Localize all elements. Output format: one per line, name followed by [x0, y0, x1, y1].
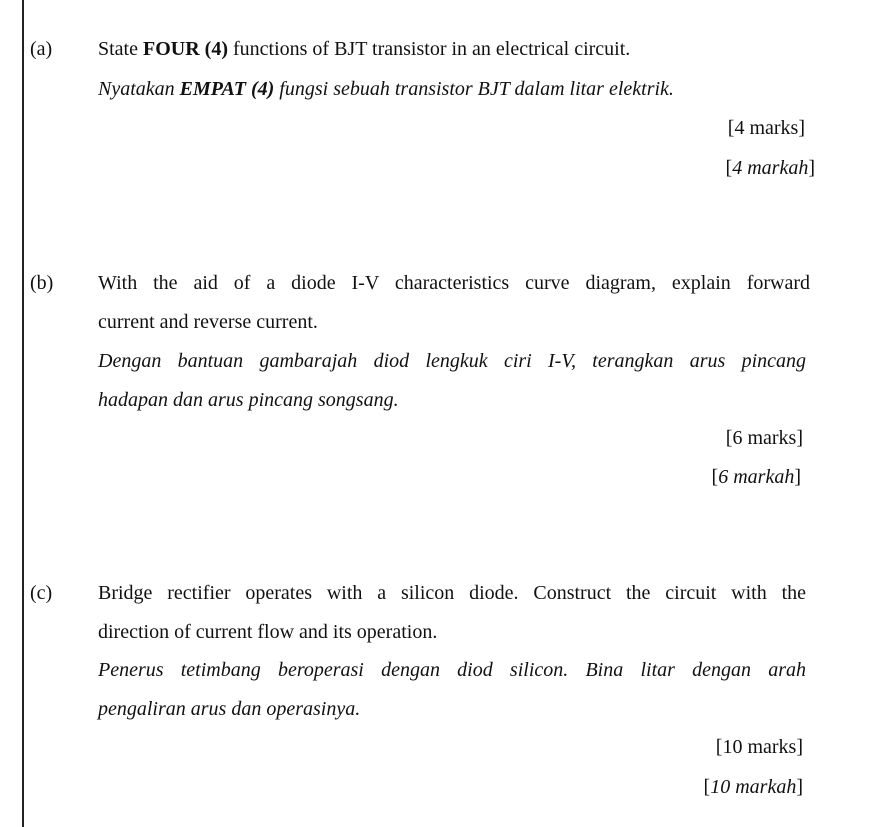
question-a-malay: [98, 77, 674, 101]
question-c-label: (c): [30, 582, 53, 604]
question-c-marks: [10 marks]: [715, 736, 803, 758]
question-a-marks: [4 marks]: [727, 117, 805, 139]
question-a-markah: [726, 156, 815, 180]
question-a-label: (a): [30, 38, 53, 60]
question-c-malay-line1: Penerus tetimbang beroperasi dengan diod silicon. Bina litar dengan arah: [98, 659, 806, 681]
question-b-malay-line1: Dengan bantuan gambarajah diod lengkuk ciri I-V, terangkan arus pincang: [98, 350, 806, 372]
question-a-markah-open: [: [725, 157, 733, 179]
question-b-markah-close: ]: [794, 466, 801, 488]
question-c-markah-close: ]: [796, 776, 803, 798]
question-b-label: (b): [30, 272, 54, 294]
question-b-english-line1: With the aid of a diode I-V characteristics curve diagram, explain forward: [98, 272, 810, 294]
question-b-markah-open: [: [711, 466, 719, 488]
question-a-malay-after: fungsi sebuah transistor BJT dalam litar elektrik.: [274, 78, 674, 100]
question-c-markah-open: [: [703, 776, 711, 798]
question-b-malay-line2: hadapan dan arus pincang songsang.: [98, 389, 399, 411]
question-b-english-line2: current and reverse current.: [98, 311, 318, 333]
question-c-english-line2: direction of current flow and its operation.: [98, 621, 438, 643]
question-a-english-bold: FOUR (4): [143, 38, 228, 60]
question-a-markah-close: ]: [808, 157, 815, 179]
question-b-markah: [712, 465, 801, 489]
question-b-markah-italic: 6 markah: [718, 466, 795, 488]
question-c-english-line1: Bridge rectifier operates with a silicon diode. Construct the circuit with the: [98, 582, 806, 604]
question-c-malay-line2: pengaliran arus dan operasinya.: [98, 698, 361, 720]
question-c-markah: [704, 775, 803, 799]
question-a-malay-before: Nyatakan: [98, 78, 180, 100]
question-a-markah-italic: 4 markah: [732, 157, 809, 179]
question-c-markah-italic: 10 markah: [710, 776, 797, 798]
question-a-english-after: functions of BJT transistor in an electrical circuit.: [227, 38, 631, 60]
question-a-english: [98, 37, 630, 61]
left-margin-rule: [22, 0, 24, 827]
question-b-marks: [6 marks]: [725, 427, 803, 449]
question-a-english-before: State: [98, 38, 143, 60]
question-a-malay-bold: EMPAT (4): [179, 78, 275, 100]
